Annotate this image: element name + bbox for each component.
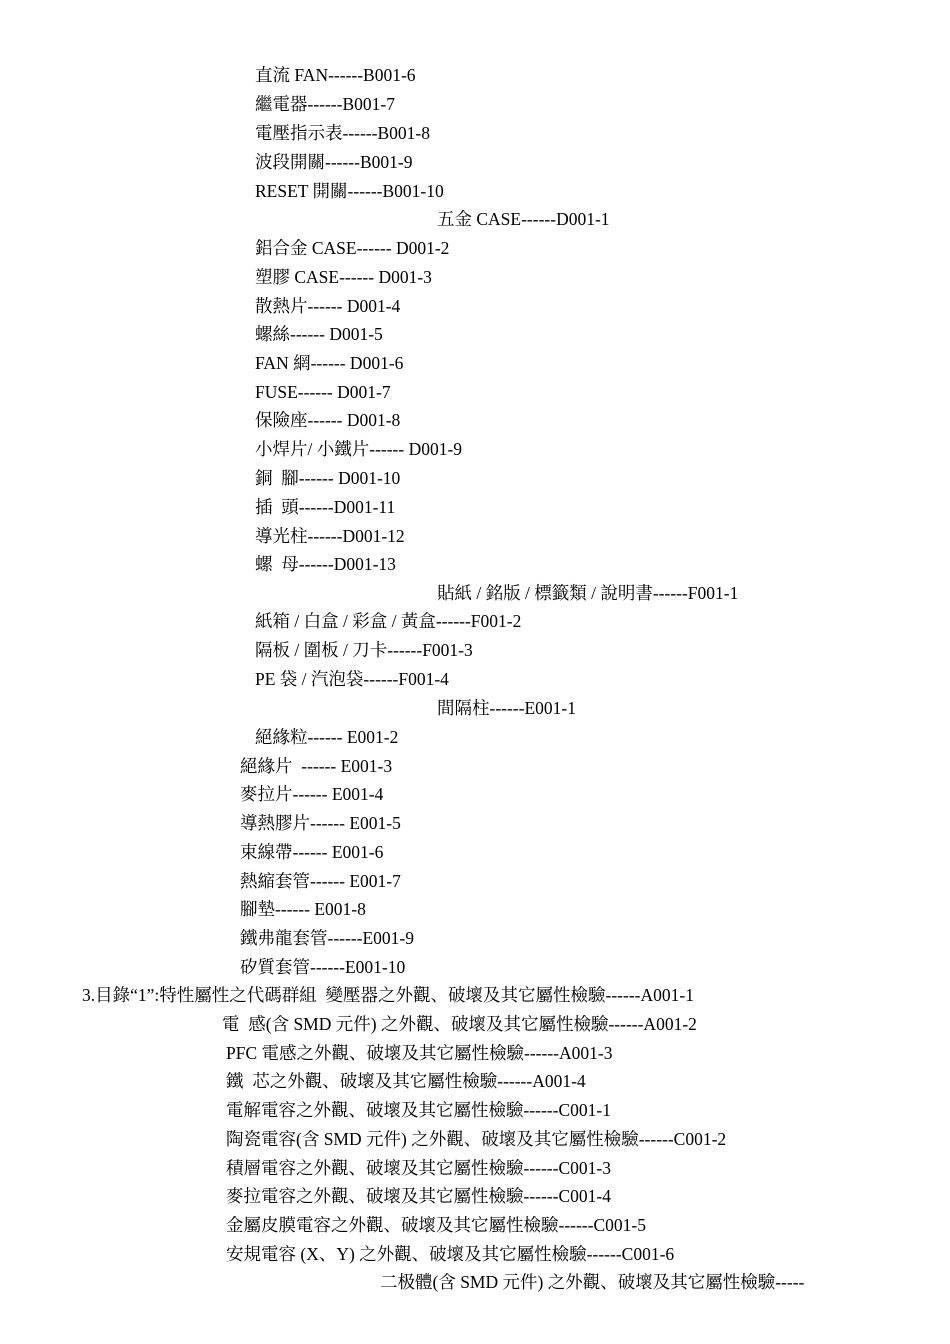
text-line: 絕緣片 ------ E001-3 <box>240 756 393 776</box>
text-line: 保險座------ D001-8 <box>255 410 401 430</box>
text-line: 直流 FAN------B001-6 <box>255 65 416 85</box>
text-line: 隔板 / 圍板 / 刀卡------F001-3 <box>255 640 473 660</box>
text-line: 波段開關------B001-9 <box>255 152 413 172</box>
text-line: 銅 腳------ D001-10 <box>255 468 401 488</box>
text-line: 插 頭------D001-11 <box>255 497 396 517</box>
text-line: RESET 開關------B001-10 <box>255 181 444 201</box>
text-line: PFC 電感之外觀、破壞及其它屬性檢驗------A001-3 <box>226 1043 613 1063</box>
text-line: 散熱片------ D001-4 <box>255 296 401 316</box>
text-line: 麥拉片------ E001-4 <box>240 784 384 804</box>
text-line: 貼紙 / 銘版 / 標籤類 / 說明書------F001-1 <box>437 583 739 603</box>
text-line: 陶瓷電容(含 SMD 元件) 之外觀、破壞及其它屬性檢驗------C001-2 <box>226 1129 727 1149</box>
text-line: 積層電容之外觀、破壞及其它屬性檢驗------C001-3 <box>226 1158 611 1178</box>
text-line: 麥拉電容之外觀、破壞及其它屬性檢驗------C001-4 <box>226 1186 611 1206</box>
text-line: 電解電容之外觀、破壞及其它屬性檢驗------C001-1 <box>226 1100 611 1120</box>
text-line: 金屬皮膜電容之外觀、破壞及其它屬性檢驗------C001-5 <box>226 1215 646 1235</box>
text-line: 二极體(含 SMD 元件) 之外觀、破壞及其它屬性檢驗----- <box>380 1272 805 1292</box>
text-line: 繼電器------B001-7 <box>255 94 395 114</box>
text-line: 鐵弗龍套管------E001-9 <box>240 928 414 948</box>
text-line: 腳墊------ E001-8 <box>240 899 366 919</box>
text-line: 絕緣粒------ E001-2 <box>255 727 399 747</box>
text-line: PE 袋 / 汽泡袋------F001-4 <box>255 669 449 689</box>
text-line: 鐵 芯之外觀、破壞及其它屬性檢驗------A001-4 <box>226 1071 586 1091</box>
text-line: 束線帶------ E001-6 <box>240 842 384 862</box>
text-line: 五金 CASE------D001-1 <box>437 209 610 229</box>
text-line: 鋁合金 CASE------ D001-2 <box>255 238 450 258</box>
text-line: 螺 母------D001-13 <box>255 554 396 574</box>
text-line: 電 感(含 SMD 元件) 之外觀、破壞及其它屬性檢驗------A001-2 <box>222 1014 697 1034</box>
text-line: 間隔柱------E001-1 <box>437 698 576 718</box>
section-heading: 3.目錄“1”:特性屬性之代碼群組 變壓器之外觀、破壞及其它屬性檢驗------A001-1 <box>82 985 694 1005</box>
text-line: FAN 網------ D001-6 <box>255 353 404 373</box>
text-line: 小焊片/ 小鐵片------ D001-9 <box>255 439 463 459</box>
text-line: 螺絲------ D001-5 <box>255 324 383 344</box>
text-line: 塑膠 CASE------ D001-3 <box>255 267 432 287</box>
text-line: 導熱膠片------ E001-5 <box>240 813 401 833</box>
text-line: 電壓指示表------B001-8 <box>255 123 430 143</box>
text-line: FUSE------ D001-7 <box>255 382 391 402</box>
text-line: 安規電容 (X、Y) 之外觀、破壞及其它屬性檢驗------C001-6 <box>226 1244 675 1264</box>
text-line: 導光柱------D001-12 <box>255 526 405 546</box>
text-line: 熱縮套管------ E001-7 <box>240 871 401 891</box>
text-line: 紙箱 / 白盒 / 彩盒 / 黃盒------F001-2 <box>255 611 522 631</box>
text-line: 矽質套管------E001-10 <box>240 957 406 977</box>
